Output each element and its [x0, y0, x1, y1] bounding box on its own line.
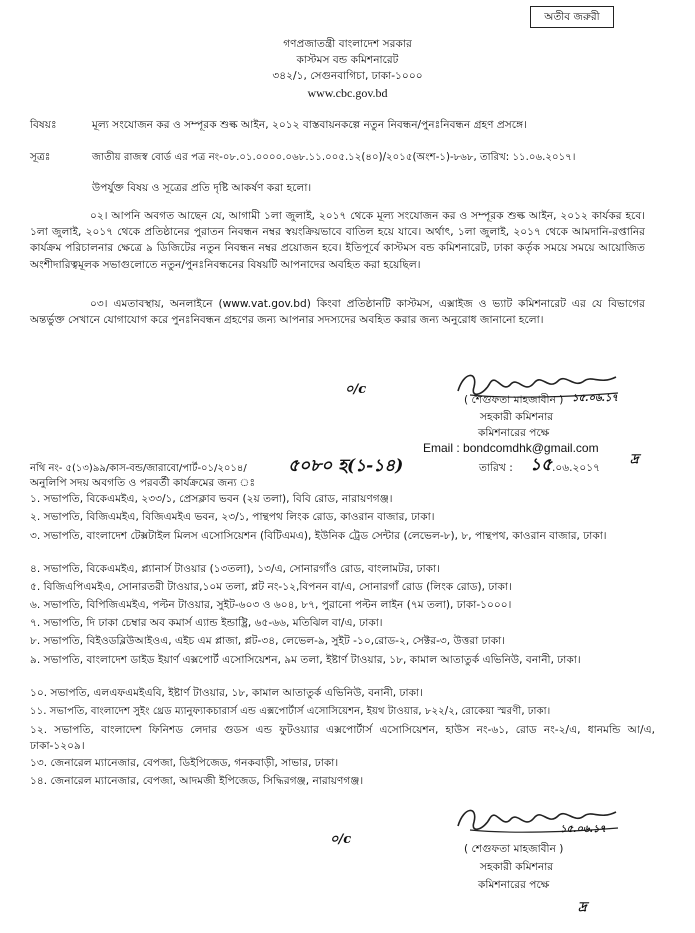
copy-intro: অনুলিপি সদয় অবগতি ও পরবর্তী কার্যক্রমের জন্য ঃ [30, 477, 256, 489]
subject-label: বিষয়ঃ [30, 119, 57, 131]
signatory-name-1: ( শেগুফতা মাহজাবীন ) [464, 394, 564, 406]
paragraph-3: ০৩। এমতাবস্থায়, অনলাইনে (www.vat.gov.bd) কিংবা প্রতিষ্ঠানটি কাস্টমস, এক্সাইজ ও ভ্যাট কমিশনারেট এর যে বিভাগের অন্তর্ভুক্ত সেখানে যোগাযোগ করে পুনঃনিবন্ধন গ্রহণের জন্য আপনার সদস্যদের অবহিত করার জন্য অনুরোধ জানানো হলো। [30, 298, 645, 327]
header-government: গণপ্রজাতন্ত্রী বাংলাদেশ সরকার [283, 38, 412, 50]
reference-label: সূত্রঃ [30, 151, 51, 163]
email-line [423, 441, 599, 455]
recipient-8: ৮. সভাপতি, বিইওডব্লিউআইওএ, এইচ এম প্লাজা, প্লট-৩৪, লেভেল-৯, সুইট -১০,রোড-২, সেক্টর-৩, উত্তরা ঢাকা। [30, 635, 505, 647]
designation-1: সহকারী কমিশনার [480, 411, 554, 423]
recipient-2: ২. সভাপতি, বিজিএমইএ, বিজিএমইএ ভবন, ২৩/১, পান্থপথ লিংক রোড, কাওরান বাজার, ঢাকা। [30, 511, 435, 523]
bottom-mark: দ্র [578, 900, 587, 915]
urgency-label: অতীব জরুরী [530, 6, 614, 28]
recipient-11: ১১. সভাপতি, বাংলাদেশ সুইং থ্রেড ম্যানুফ্যাকচারার্স এন্ড এক্সপোর্টার্স এসোসিয়েশন, ইয়থ টাওয়ার, ৮২২/২, রোকেয়া স্মরণী, ঢাকা। [30, 706, 551, 717]
signatory-name-2: ( শেগুফতা মাহজাবীন ) [464, 843, 564, 855]
recipient-5: ৫. বিজিএপিএমইএ, সোনারতরী টাওয়ার,১০ম তলা, প্লট নং-১২,বিপনন বা/এ, সোনারগাঁ রোড (লিংক রোড), ঢাকা। [30, 581, 512, 593]
recipient-12: ১২. সভাপতি, বাংলাদেশ ফিনিশড লেদার গুডস এন্ড ফুটওয়্যার এক্সপোর্টার্স এসোসিয়েশন, হাউস নং-৬১, রোড নং-২/এ, ধানমন্ডি আ/এ, ঢাকা-১২০৯। [30, 724, 655, 753]
recipient-6: ৬. সভাপতি, বিপিজিএমইএ, পল্টন টাওয়ার, সুইট-৬০৩ ও ৬০৪, ৮৭, পুরানো পল্টন লাইন (৭ম তলা), ঢাকা-১০০০। [30, 599, 512, 611]
behalf-1: কমিশনারের পক্ষে [478, 427, 550, 439]
recipient-1: ১. সভাপতি, বিকেএমইএ, ২৩৩/১, প্রেসক্লাব ভবন (২য় তলা), বিবি রোড, নারায়ণগঞ্জ। [30, 493, 393, 505]
initial-mark-2: ০/c [330, 832, 352, 847]
memo-date-handwritten: ১৫ [530, 455, 553, 475]
recipient-7: ৭. সভাপতি, দি ঢাকা চেম্বার অব কমার্স এ্যান্ড ইন্ডাষ্ট্রি, ৬৫-৬৬, মতিঝিল বা/এ, ঢাকা। [30, 617, 383, 629]
reference-text: জাতীয় রাজস্ব বোর্ড এর পত্র নং-০৮.০১.০০০০.০৬৮.১১.০০৫.১২(৪০)/২০১৫(অংশ-১)-৮৬৮, তারিখ: ১১.০৬.২০১৭। [92, 152, 576, 163]
signature-date-1: ১৫.০৬.১৭ [572, 393, 618, 404]
recipient-3: ৩. সভাপতি, বাংলাদেশ টেক্সটাইল মিলস এসোসিয়েশন (বিটিএমএ), ইউনিক ট্রেড সেন্টার (লেভেল-৮), ৮, পান্থপথ, কাওরান বাজার, ঢাকা। [30, 530, 607, 542]
memo-date-label: তারিখ : [479, 462, 513, 474]
email-address[interactable]: bondcomdhk@gmail.com [463, 441, 599, 455]
recipient-4: ৪. সভাপতি, বিকেএমইএ, প্ল্যানার্স টাওয়ার (১৩তলা), ১৩/এ, সোনারগাঁও রোড, বাংলামটর, ঢাকা। [30, 563, 440, 575]
recipient-9: ৯. সভাপতি, বাংলাদেশ ডাইড ইয়ার্ণ এক্সপোর্ট এসোসিয়েশন, ৯ম তলা, ইষ্টার্ণ টাওয়ার, ১৮, কামাল আতাতুর্ক এভিনিউ, বনানী, ঢাকা। [30, 654, 581, 666]
recipient-13: ১৩. জেনারেল ম্যানেজার, বেপজা, ডিইপিজেড, গনকবাড়ী, সাভার, ঢাকা। [30, 757, 339, 769]
memo-date-suffix: .০৬.২০১৭ [552, 462, 601, 474]
recipient-14: ১৪. জেনারেল ম্যানেজার, বেপজা, আদমজী ইপিজেড, সিদ্ধিরগঞ্জ, নারায়ণগঞ্জ। [30, 775, 364, 787]
memo-mark: দ্র [630, 452, 639, 467]
recipient-10: ১০. সভাপতি, এলএফএমইএবি, ইষ্টার্ণ টাওয়ার, ১৮, কামাল আতাতুর্ক এভিনিউ, বনানী, ঢাকা। [30, 687, 423, 699]
header-office: কাস্টমস বন্ড কমিশনারেট [296, 54, 399, 66]
memo-number: নথি নং- ৫(১৩)৯৯/কাস-বন্ড/জারাবো/পার্ট-০১/২০১৪/ [30, 463, 247, 474]
subject-text: মূল্য সংযোজন কর ও সম্পূরক শুল্ক আইন, ২০১২ বাস্তবায়নকল্পে নতুন নিবন্ধন/পুনঃনিবন্ধন গ্রহণ প্রসঙ্গে। [92, 119, 527, 131]
signature-date-2: ১৫.০৬.১৭ [560, 824, 606, 835]
memo-handwritten-number: ৫০৮০ হ(১-১৪) [288, 456, 404, 476]
header-address: ৩৪২/১, সেগুনবাগিচা, ঢাকা-১০০০ [272, 70, 423, 82]
paragraph-2: ০২। আপনি অবগত আছেন যে, আগামী ১লা জুলাই, ২০১৭ থেকে মূল্য সংযোজন কর ও সম্পূরক শুল্ক আইন, ২০১২ কার্যকর হবে। ১লা জুলাই, ২০১৭ থেকে প্রতিষ্ঠানের পুরাতন নিবন্ধন নম্বর স্বয়ংক্রিয়ভাবে বাতিল হয়ে যাবে। অর্থাৎ, ১লা জুলাই, ২০১৭ থেকে আমদানি-রপ্তানির কার্যক্রম পরিচালনার ক্ষেত্রে ৯ ডিজিটের নতুন নিবন্ধন নম্বর প্রয়োজন হবে। ইতিপূর্বে কাস্টমস বন্ড কমিশনারেট, ঢাকা কর্তৃক সময়ে সময়ে আয়োজিত অংশীদারিত্বমূলক সভাগুলোতে নতুন/পুনঃনিবন্ধনের বিষয়টি আপনাদের অবহিত করা হয়েছিল। [30, 210, 645, 271]
designation-2: সহকারী কমিশনার [480, 861, 554, 873]
initial-mark-1: ০/c [345, 382, 367, 397]
intro-line: উপর্যুক্ত বিষয় ও সূত্রের প্রতি দৃষ্টি আকর্ষণ করা হলো। [92, 182, 312, 194]
email-label: Email : [423, 441, 460, 455]
header-website: www.cbc.gov.bd [307, 86, 388, 100]
behalf-2: কমিশনারের পক্ষে [478, 879, 550, 891]
